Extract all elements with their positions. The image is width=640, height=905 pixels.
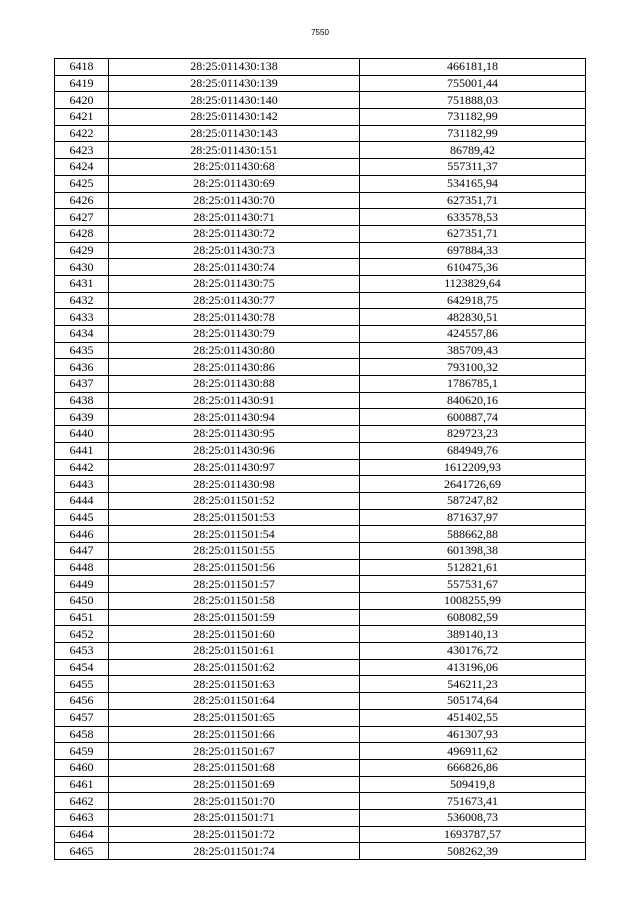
cadastral-number-cell: 28:25:011501:52 [109, 492, 360, 509]
value-cell: 751888,03 [360, 92, 586, 109]
cadastral-number-cell: 28:25:011430:80 [109, 342, 360, 359]
table-row [55, 609, 586, 626]
table-row [55, 209, 586, 226]
value-cell: 871637,97 [360, 509, 586, 526]
cadastral-number-cell: 28:25:011430:86 [109, 359, 360, 376]
table-row [55, 175, 586, 192]
row-number-cell: 6434 [55, 326, 109, 343]
table-row [55, 826, 586, 843]
row-number-cell: 6461 [55, 776, 109, 793]
value-cell: 509419,8 [360, 776, 586, 793]
cadastral-number-cell: 28:25:011430:72 [109, 225, 360, 242]
row-number-cell: 6437 [55, 376, 109, 393]
row-number-cell: 6428 [55, 225, 109, 242]
value-cell: 534165,94 [360, 175, 586, 192]
table-row [55, 75, 586, 92]
row-number-cell: 6423 [55, 142, 109, 159]
cadastral-number-cell: 28:25:011501:53 [109, 509, 360, 526]
value-cell: 633578,53 [360, 209, 586, 226]
table-row [55, 459, 586, 476]
value-cell: 482830,51 [360, 309, 586, 326]
table-row [55, 709, 586, 726]
table-row [55, 359, 586, 376]
cadastral-number-cell: 28:25:011430:68 [109, 159, 360, 176]
cadastral-number-cell: 28:25:011501:55 [109, 542, 360, 559]
cadastral-number-cell: 28:25:011501:63 [109, 676, 360, 693]
cadastral-number-cell: 28:25:011430:91 [109, 392, 360, 409]
cadastral-number-cell: 28:25:011430:94 [109, 409, 360, 426]
cadastral-number-cell: 28:25:011501:72 [109, 826, 360, 843]
cadastral-number-cell: 28:25:011501:65 [109, 709, 360, 726]
table-row [55, 759, 586, 776]
table-row [55, 275, 586, 292]
cadastral-number-cell: 28:25:011430:142 [109, 109, 360, 126]
row-number-cell: 6464 [55, 826, 109, 843]
table-row [55, 292, 586, 309]
value-cell: 840620,16 [360, 392, 586, 409]
row-number-cell: 6420 [55, 92, 109, 109]
table-row [55, 843, 586, 860]
table-row [55, 526, 586, 543]
table-row [55, 776, 586, 793]
row-number-cell: 6418 [55, 59, 109, 76]
cadastral-number-cell: 28:25:011430:138 [109, 59, 360, 76]
value-cell: 389140,13 [360, 626, 586, 643]
row-number-cell: 6444 [55, 492, 109, 509]
value-cell: 557531,67 [360, 576, 586, 593]
cadastral-number-cell: 28:25:011430:97 [109, 459, 360, 476]
row-number-cell: 6455 [55, 676, 109, 693]
value-cell: 587247,82 [360, 492, 586, 509]
row-number-cell: 6453 [55, 643, 109, 660]
table-row [55, 109, 586, 126]
row-number-cell: 6430 [55, 259, 109, 276]
table-row [55, 626, 586, 643]
row-number-cell: 6419 [55, 75, 109, 92]
value-cell: 684949,76 [360, 442, 586, 459]
cadastral-number-cell: 28:25:011430:73 [109, 242, 360, 259]
row-number-cell: 6422 [55, 125, 109, 142]
cadastral-number-cell: 28:25:011430:79 [109, 326, 360, 343]
row-number-cell: 6425 [55, 175, 109, 192]
cadastral-number-cell: 28:25:011501:64 [109, 693, 360, 710]
table-row [55, 142, 586, 159]
table-row [55, 643, 586, 660]
value-cell: 627351,71 [360, 192, 586, 209]
cadastral-number-cell: 28:25:011430:74 [109, 259, 360, 276]
row-number-cell: 6446 [55, 526, 109, 543]
value-cell: 642918,75 [360, 292, 586, 309]
value-cell: 505174,64 [360, 693, 586, 710]
row-number-cell: 6426 [55, 192, 109, 209]
cadastral-number-cell: 28:25:011501:70 [109, 793, 360, 810]
value-cell: 600887,74 [360, 409, 586, 426]
row-number-cell: 6441 [55, 442, 109, 459]
table-row [55, 576, 586, 593]
table-row [55, 793, 586, 810]
table-row [55, 693, 586, 710]
table-row [55, 509, 586, 526]
table-row [55, 326, 586, 343]
table-row [55, 442, 586, 459]
table-row [55, 59, 586, 76]
value-cell: 2641726,69 [360, 476, 586, 493]
row-number-cell: 6465 [55, 843, 109, 860]
row-number-cell: 6421 [55, 109, 109, 126]
value-cell: 829723,23 [360, 426, 586, 443]
value-cell: 546211,23 [360, 676, 586, 693]
cadastral-number-cell: 28:25:011501:58 [109, 593, 360, 610]
table-row [55, 409, 586, 426]
table-row [55, 242, 586, 259]
table-row [55, 92, 586, 109]
row-number-cell: 6452 [55, 626, 109, 643]
cadastral-number-cell: 28:25:011430:78 [109, 309, 360, 326]
value-cell: 451402,55 [360, 709, 586, 726]
value-cell: 496911,62 [360, 743, 586, 760]
row-number-cell: 6450 [55, 593, 109, 610]
row-number-cell: 6427 [55, 209, 109, 226]
value-cell: 1693787,57 [360, 826, 586, 843]
value-cell: 508262,39 [360, 843, 586, 860]
row-number-cell: 6424 [55, 159, 109, 176]
table-row [55, 342, 586, 359]
table-row [55, 159, 586, 176]
value-cell: 793100,32 [360, 359, 586, 376]
row-number-cell: 6451 [55, 609, 109, 626]
value-cell: 86789,42 [360, 142, 586, 159]
value-cell: 627351,71 [360, 225, 586, 242]
table-row [55, 809, 586, 826]
cadastral-number-cell: 28:25:011430:77 [109, 292, 360, 309]
row-number-cell: 6433 [55, 309, 109, 326]
cadastral-number-cell: 28:25:011430:139 [109, 75, 360, 92]
value-cell: 413196,06 [360, 659, 586, 676]
table-row [55, 492, 586, 509]
value-cell: 557311,37 [360, 159, 586, 176]
row-number-cell: 6439 [55, 409, 109, 426]
row-number-cell: 6435 [55, 342, 109, 359]
table-row [55, 426, 586, 443]
cadastral-number-cell: 28:25:011501:67 [109, 743, 360, 760]
value-cell: 1008255,99 [360, 593, 586, 610]
value-cell: 1786785,1 [360, 376, 586, 393]
row-number-cell: 6460 [55, 759, 109, 776]
cadastral-number-cell: 28:25:011501:57 [109, 576, 360, 593]
cadastral-number-cell: 28:25:011501:69 [109, 776, 360, 793]
table-row [55, 726, 586, 743]
cadastral-number-cell: 28:25:011501:60 [109, 626, 360, 643]
row-number-cell: 6445 [55, 509, 109, 526]
value-cell: 697884,33 [360, 242, 586, 259]
value-cell: 430176,72 [360, 643, 586, 660]
row-number-cell: 6436 [55, 359, 109, 376]
value-cell: 601398,38 [360, 542, 586, 559]
row-number-cell: 6463 [55, 809, 109, 826]
cadastral-number-cell: 28:25:011501:66 [109, 726, 360, 743]
value-cell: 755001,44 [360, 75, 586, 92]
table-row [55, 125, 586, 142]
data-table [54, 58, 586, 860]
value-cell: 610475,36 [360, 259, 586, 276]
cadastral-number-cell: 28:25:011430:151 [109, 142, 360, 159]
table-row [55, 259, 586, 276]
table-row [55, 593, 586, 610]
value-cell: 461307,93 [360, 726, 586, 743]
row-number-cell: 6449 [55, 576, 109, 593]
value-cell: 1612209,93 [360, 459, 586, 476]
cadastral-number-cell: 28:25:011430:88 [109, 376, 360, 393]
cadastral-number-cell: 28:25:011430:75 [109, 275, 360, 292]
table-body [55, 59, 586, 860]
value-cell: 424557,86 [360, 326, 586, 343]
row-number-cell: 6442 [55, 459, 109, 476]
row-number-cell: 6454 [55, 659, 109, 676]
cadastral-number-cell: 28:25:011501:68 [109, 759, 360, 776]
table-row [55, 743, 586, 760]
row-number-cell: 6462 [55, 793, 109, 810]
value-cell: 385709,43 [360, 342, 586, 359]
page-number: 7550 [311, 28, 329, 37]
table-row [55, 192, 586, 209]
row-number-cell: 6448 [55, 559, 109, 576]
row-number-cell: 6429 [55, 242, 109, 259]
cadastral-number-cell: 28:25:011430:70 [109, 192, 360, 209]
row-number-cell: 6431 [55, 275, 109, 292]
cadastral-number-cell: 28:25:011501:56 [109, 559, 360, 576]
table-row [55, 392, 586, 409]
row-number-cell: 6459 [55, 743, 109, 760]
row-number-cell: 6457 [55, 709, 109, 726]
value-cell: 466181,18 [360, 59, 586, 76]
cadastral-number-cell: 28:25:011430:140 [109, 92, 360, 109]
cadastral-number-cell: 28:25:011430:69 [109, 175, 360, 192]
value-cell: 731182,99 [360, 109, 586, 126]
table-row [55, 542, 586, 559]
cadastral-number-cell: 28:25:011430:96 [109, 442, 360, 459]
cadastral-number-cell: 28:25:011501:61 [109, 643, 360, 660]
row-number-cell: 6440 [55, 426, 109, 443]
value-cell: 512821,61 [360, 559, 586, 576]
row-number-cell: 6438 [55, 392, 109, 409]
value-cell: 1123829,64 [360, 275, 586, 292]
table-row [55, 376, 586, 393]
value-cell: 608082,59 [360, 609, 586, 626]
cadastral-number-cell: 28:25:011430:95 [109, 426, 360, 443]
value-cell: 751673,41 [360, 793, 586, 810]
value-cell: 588662,88 [360, 526, 586, 543]
row-number-cell: 6447 [55, 542, 109, 559]
value-cell: 666826,86 [360, 759, 586, 776]
table-row [55, 559, 586, 576]
value-cell: 536008,73 [360, 809, 586, 826]
cadastral-number-cell: 28:25:011501:71 [109, 809, 360, 826]
cadastral-number-cell: 28:25:011501:54 [109, 526, 360, 543]
table-row [55, 659, 586, 676]
value-cell: 731182,99 [360, 125, 586, 142]
table-row [55, 676, 586, 693]
cadastral-number-cell: 28:25:011430:98 [109, 476, 360, 493]
row-number-cell: 6443 [55, 476, 109, 493]
cadastral-number-cell: 28:25:011501:59 [109, 609, 360, 626]
cadastral-number-cell: 28:25:011501:74 [109, 843, 360, 860]
cadastral-number-cell: 28:25:011430:71 [109, 209, 360, 226]
row-number-cell: 6458 [55, 726, 109, 743]
table-row [55, 476, 586, 493]
table-row [55, 309, 586, 326]
table-row [55, 225, 586, 242]
row-number-cell: 6432 [55, 292, 109, 309]
cadastral-number-cell: 28:25:011501:62 [109, 659, 360, 676]
cadastral-number-cell: 28:25:011430:143 [109, 125, 360, 142]
row-number-cell: 6456 [55, 693, 109, 710]
